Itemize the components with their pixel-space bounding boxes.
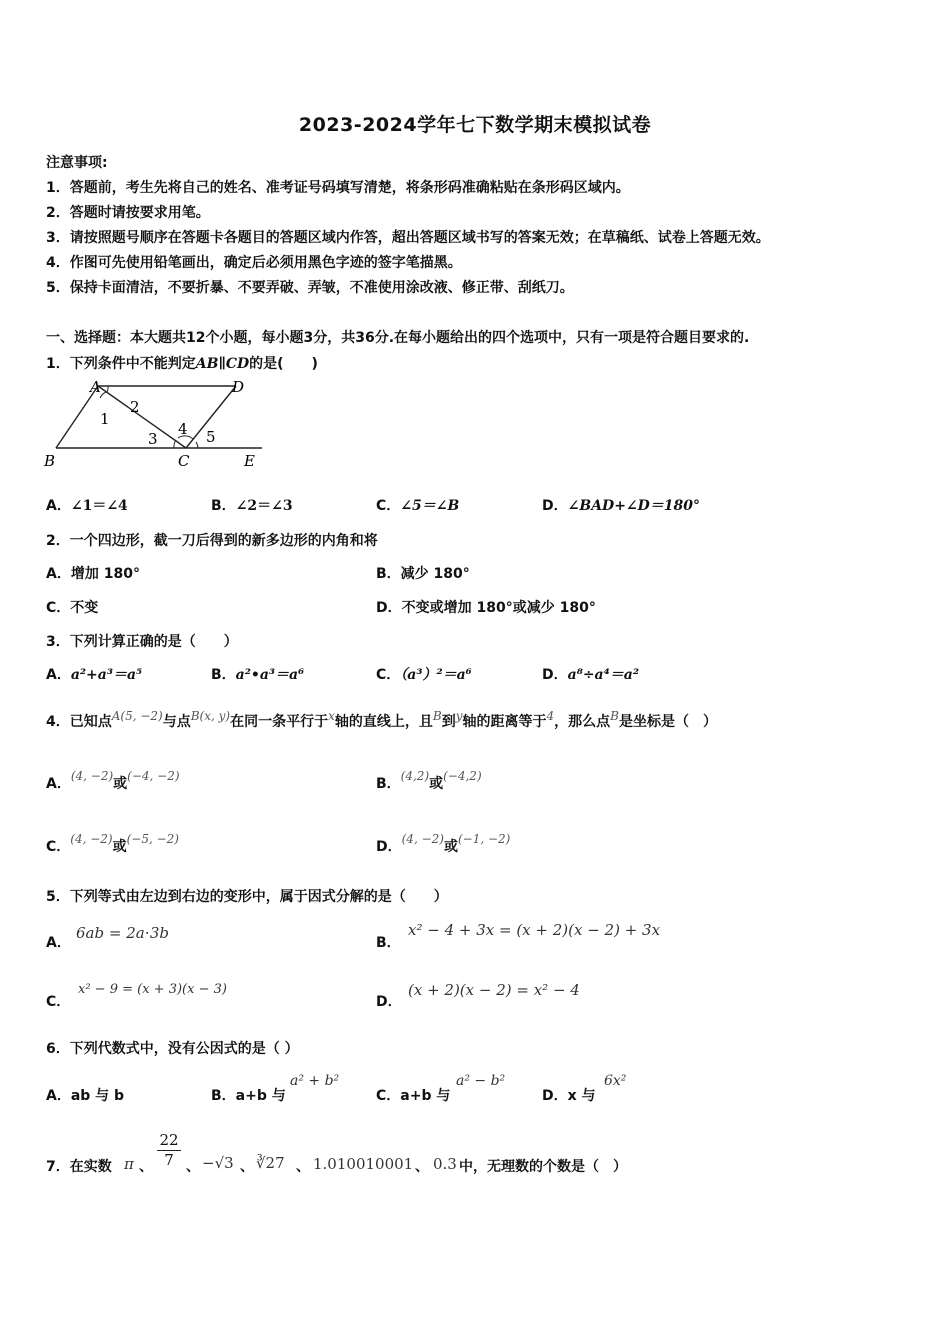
figure-angle-2: 2 — [130, 398, 140, 416]
section-heading: 一、选择题：本大题共12个小题，每小题3分，共36分.在每小题给出的四个选项中，只有一项是符合题目要求的. — [46, 330, 750, 346]
notice-item-5: 5．保持卡面清洁，不要折暴、不要弄破、弄皱，不准使用涂改液、修正带、刮纸刀。 — [46, 280, 574, 296]
q6-option-a[interactable]: A．ab 与 b — [46, 1088, 125, 1104]
page-title: 2023-2024学年七下数学期末模拟试卷 — [298, 114, 652, 136]
q7-fraction-numerator: 22 — [159, 1131, 179, 1149]
figure-label-c: C — [178, 452, 190, 470]
q2-option-c[interactable]: C．不变 — [46, 600, 99, 616]
q3-option-c[interactable]: C．（a³）²＝a⁶ — [376, 667, 472, 683]
q6-option-b[interactable]: B．a+b 与 — [211, 1088, 286, 1104]
question-1-stem: 1．下列条件中不能判定AB∥CD的是( ) — [46, 356, 318, 372]
figure-angle-5: 5 — [206, 428, 216, 446]
notice-heading: 注意事项: — [46, 155, 108, 171]
notice-item-2: 2．答题时请按要求用笔。 — [46, 205, 210, 221]
q5-option-d-expr: (x + 2)(x − 2) = x² − 4 — [408, 981, 580, 999]
figure-label-e: E — [244, 452, 255, 470]
q3-option-a[interactable]: A．a²+a³＝a⁵ — [46, 667, 143, 683]
q4-option-d[interactable]: D．(4, −2)或(−1, −2) — [376, 832, 511, 855]
q7-sep-4: 、 — [296, 1159, 310, 1175]
q7-fraction-denominator: 7 — [157, 1150, 181, 1169]
q7-sep-3: 、 — [240, 1159, 254, 1175]
q6-option-c-expr: a² − b² — [456, 1073, 506, 1089]
q5-option-c-expr: x² − 9 = (x + 3)(x − 3) — [78, 982, 227, 997]
q7-fraction — [157, 1131, 181, 1169]
notice-item-1: 1．答题前，考生先将自己的姓名、准考证号码填写清楚，将条形码准确粘贴在条形码区域内。 — [46, 180, 630, 196]
figure-label-a: A — [90, 378, 101, 396]
notice-item-4: 4．作图可先使用铅笔画出，确定后必须用黑色字迹的签字笔描黑。 — [46, 255, 462, 271]
q1-option-b[interactable]: B．∠2＝∠3 — [211, 498, 293, 514]
q7-value: 0.3 — [433, 1155, 457, 1173]
q1-option-d[interactable]: D．∠BAD+∠D＝180° — [542, 498, 701, 514]
q4-option-b[interactable]: B．(4,2)或(−4,2) — [376, 769, 482, 792]
q5-option-b[interactable]: B． — [376, 935, 401, 951]
q7-sep-1: 、 — [139, 1159, 153, 1175]
q6-option-d-expr: 6x² — [604, 1073, 627, 1089]
q5-option-c[interactable]: C． — [46, 994, 71, 1010]
q6-option-b-expr: a² + b² — [290, 1073, 340, 1089]
q7-sep-2: 、 — [186, 1159, 200, 1175]
question-1-figure — [40, 378, 270, 470]
q7-neg-sqrt: −√3 — [202, 1154, 234, 1172]
q1-option-a[interactable]: A．∠1＝∠4 — [46, 498, 128, 514]
question-2-stem: 2．一个四边形，截一刀后得到的新多边形的内角和将 — [46, 533, 378, 549]
q3-option-b[interactable]: B．a²•a³＝a⁶ — [211, 667, 305, 683]
q3-option-d[interactable]: D．a⁸÷a⁴＝a² — [542, 667, 639, 683]
figure-angle-4: 4 — [178, 420, 188, 438]
q2-option-a[interactable]: A．增加 180° — [46, 566, 140, 582]
q4-option-a[interactable]: A．(4, −2)或(−4, −2) — [46, 769, 180, 792]
question-7-stem-start: 7．在实数 — [46, 1159, 112, 1175]
figure-label-b: B — [44, 452, 56, 470]
q1-option-c[interactable]: C．∠5＝∠B — [376, 498, 460, 514]
question-7-stem-end: 中，无理数的个数是（ ） — [459, 1159, 627, 1175]
question-6-stem: 6．下列代数式中，没有公因式的是（ ） — [46, 1041, 299, 1057]
question-3-stem: 3．下列计算正确的是（ ） — [46, 634, 238, 650]
q2-option-d[interactable]: D．不变或增加 180°或减少 180° — [376, 600, 596, 616]
q6-option-d[interactable]: D．x 与 — [542, 1088, 596, 1104]
q7-cbrt: ∛27 — [256, 1154, 285, 1172]
q5-option-d[interactable]: D． — [376, 994, 402, 1010]
q5-option-b-expr: x² − 4 + 3x = (x + 2)(x − 2) + 3x — [408, 921, 661, 939]
figure-angle-3: 3 — [148, 430, 158, 448]
q7-sep-5: 、 — [415, 1159, 429, 1175]
notice-item-3: 3．请按照题号顺序在答题卡各题目的答题区域内作答，超出答题区域书写的答案无效；在草稿纸、试卷上答题无效。 — [46, 230, 770, 246]
q6-option-c[interactable]: C．a+b 与 — [376, 1088, 451, 1104]
q7-decimal: 1.010010001 — [313, 1155, 414, 1173]
q4-option-c[interactable]: C．(4, −2)或(−5, −2) — [46, 832, 179, 855]
q2-option-b[interactable]: B．减少 180° — [376, 566, 470, 582]
question-4-stem: 4．已知点A(5, −2)与点B(x, y)在同一条平行于x轴的直线上，且B到y轴的距离等于4，那么点B是坐标是（ ） — [46, 709, 717, 730]
q5-option-a[interactable]: A． — [46, 935, 71, 951]
figure-label-d: D — [232, 378, 245, 396]
figure-angle-1: 1 — [100, 410, 110, 428]
q7-pi: π — [124, 1155, 134, 1173]
question-5-stem: 5．下列等式由左边到右边的变形中，属于因式分解的是（ ） — [46, 889, 448, 905]
q5-option-a-expr: 6ab = 2a⋅3b — [76, 924, 169, 942]
